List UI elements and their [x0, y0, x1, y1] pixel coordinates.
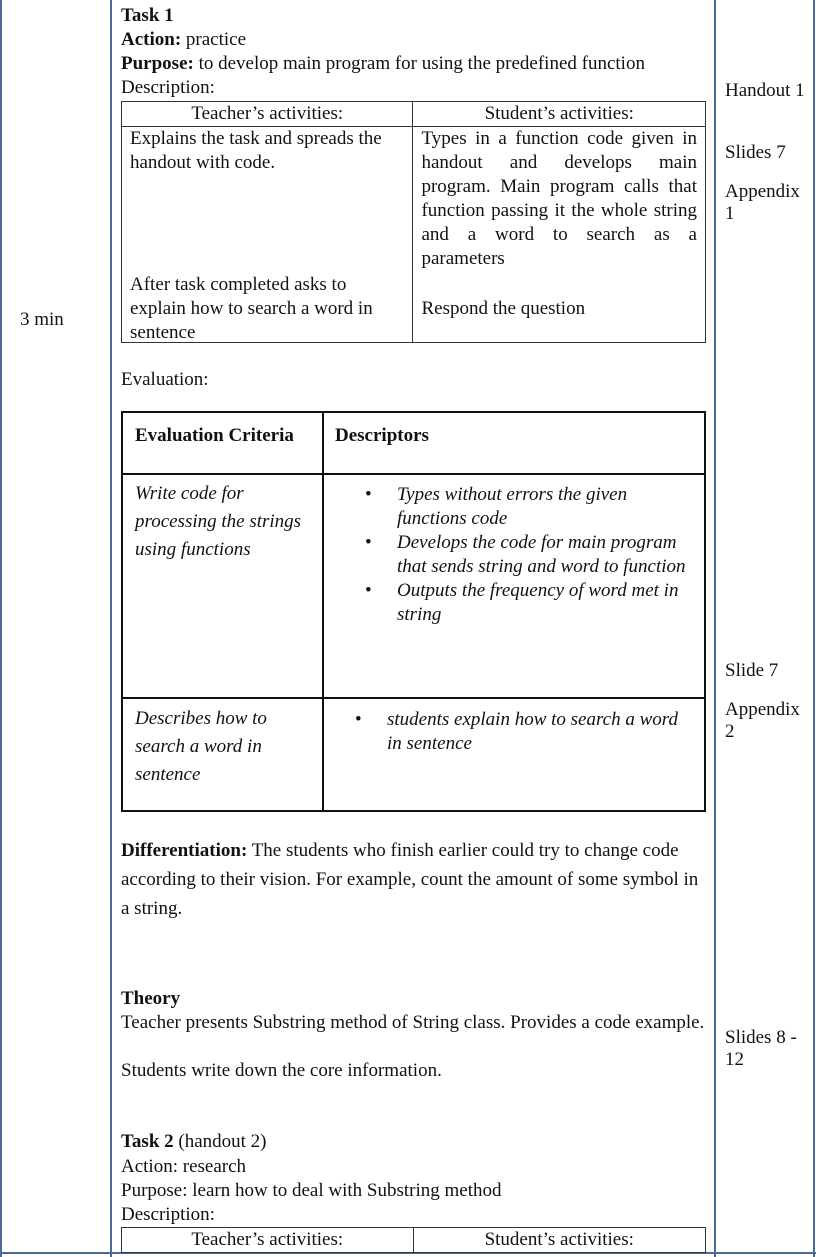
frame-left-border: [0, 0, 2, 1257]
task2-action: Action: research: [121, 1156, 247, 1177]
evaluation-criteria-header: Evaluation Criteria: [135, 425, 294, 446]
task1-action: [121, 28, 246, 52]
resource-slide-7: Slide 7: [725, 660, 779, 681]
list-item: • Types without errors the given functions code: [365, 484, 628, 529]
student-activities-cell: [413, 127, 706, 343]
evaluation-column-divider: [322, 413, 324, 810]
task1-activities-table: [121, 101, 706, 343]
criteria-cell-2: Describes how to search a word in sentence: [135, 708, 267, 785]
theory-title: Theory: [121, 988, 181, 1009]
descriptors-header: Descriptors: [335, 425, 429, 446]
table-header-row: [122, 1228, 706, 1253]
teacher-activity-1: Explains the task and spreads the handout with code.: [130, 128, 382, 173]
task1-title: Task 1: [121, 5, 174, 26]
student-activity-1: Types in a function code given in handout and develops main program. Main program calls that function passing it the whole string and a word to search as a parameters: [421, 128, 697, 269]
frame-right-border: [813, 0, 815, 1257]
table-header-row: [122, 102, 706, 127]
column-divider-time: [110, 0, 112, 1257]
evaluation-row-divider: [123, 697, 704, 699]
teacher-activities-cell: [122, 127, 413, 343]
list-item: • students explain how to search a word in sentence: [355, 709, 678, 754]
task1-action-label: Action:: [121, 29, 182, 50]
list-item: • Develops the code for main program that sends string and word to function: [365, 532, 686, 577]
task1-action-value: practice: [181, 29, 247, 50]
task1-description-label: Description:: [121, 77, 215, 98]
student-activity-2: Respond the question: [421, 298, 586, 319]
resource-appendix-1: Appendix 1: [725, 181, 800, 224]
task2-title-label: Task 2: [121, 1131, 174, 1152]
theory-line-2: Students write down the core information.: [121, 1060, 442, 1081]
descriptor-text: Types without errors the given functions code: [397, 484, 628, 529]
teacher-activities-header: Teacher’s activities:: [122, 102, 413, 127]
task2-purpose: Purpose: learn how to deal with Substring method: [121, 1180, 502, 1201]
task2-activities-table: [121, 1227, 706, 1253]
task1-purpose: [121, 52, 645, 76]
resource-slides-8-12: Slides 8 - 12: [725, 1027, 797, 1070]
differentiation-paragraph: [121, 836, 706, 923]
resource-slides-7: Slides 7: [725, 142, 786, 163]
descriptor-text: students explain how to search a word in sentence: [387, 709, 678, 754]
student-activities-header: Student’s activities:: [413, 1228, 706, 1253]
criteria-cell-1: Write code for processing the strings using functions: [135, 483, 302, 560]
time-label: 3 min: [20, 309, 64, 330]
column-divider-resources: [714, 0, 716, 1257]
task2-title: [121, 1130, 267, 1154]
descriptor-text: Outputs the frequency of word met in string: [397, 580, 679, 625]
evaluation-table: [121, 411, 706, 812]
task1-purpose-value: to develop main program for using the predefined function: [193, 53, 645, 74]
list-item: • Outputs the frequency of word met in string: [365, 580, 679, 625]
task2-title-suffix: (handout 2): [173, 1131, 267, 1152]
resource-appendix-2: Appendix 2: [725, 699, 800, 742]
theory-line-1: Teacher presents Substring method of String class. Provides a code example.: [121, 1012, 705, 1033]
descriptors-cell-1: [353, 483, 693, 627]
descriptor-text: Develops the code for main program that sends string and word to function: [397, 532, 686, 577]
descriptors-cell-2: [353, 708, 693, 756]
teacher-activity-2: After task completed asks to explain how to search a word in sentence: [130, 274, 373, 343]
teacher-activities-header: Teacher’s activities:: [122, 1228, 414, 1253]
differentiation-label: Differentiation:: [121, 840, 248, 861]
evaluation-label: Evaluation:: [121, 369, 209, 390]
table-row: [122, 127, 706, 343]
differentiation-text: The students who finish earlier could try to change code according to their vision. For example, count the amount of some symbol in a string.: [121, 840, 699, 919]
resource-handout-1: Handout 1: [725, 80, 805, 101]
student-activities-header: Student’s activities:: [413, 102, 706, 127]
task2-description-label: Description:: [121, 1204, 215, 1225]
task1-purpose-label: Purpose:: [121, 53, 194, 74]
